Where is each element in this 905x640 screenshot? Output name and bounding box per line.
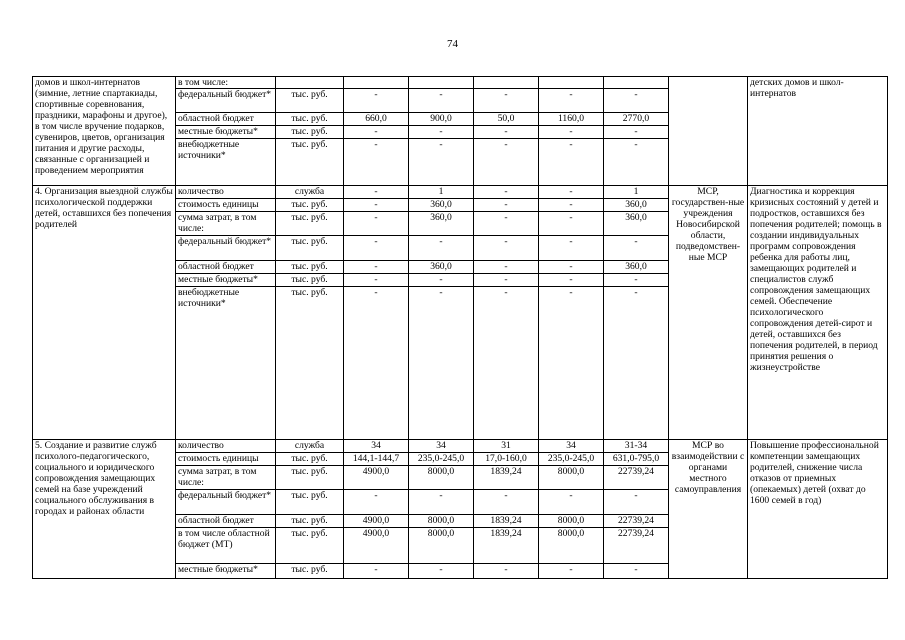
- value-cell: -: [539, 89, 604, 113]
- indicator-cell: сумма затрат, в том числе:: [176, 212, 276, 236]
- value-cell: -: [344, 261, 409, 274]
- value-cell: -: [409, 139, 474, 186]
- value-cell: -: [474, 287, 539, 440]
- indicator-cell: количество: [176, 186, 276, 199]
- indicator-cell: местные бюджеты*: [176, 274, 276, 287]
- total-cell: -: [604, 89, 669, 113]
- unit-cell: служба: [276, 440, 344, 453]
- unit-cell: тыс. руб.: [276, 564, 344, 579]
- indicator-cell: стоимость единицы: [176, 199, 276, 212]
- value-cell: -: [344, 139, 409, 186]
- total-cell: -: [604, 490, 669, 515]
- total-cell: 31-34: [604, 440, 669, 453]
- value-cell: 235,0-245,0: [409, 453, 474, 466]
- total-cell: 2770,0: [604, 113, 669, 126]
- unit-cell: тыс. руб.: [276, 261, 344, 274]
- value-cell: [344, 77, 409, 89]
- indicator-cell: федеральный бюджет*: [176, 236, 276, 261]
- value-cell: -: [474, 139, 539, 186]
- event-name-cell: 5. Создание и развитие служб психолого-педагогического, социального и юридического сопровождения замещающих семей на базе учреждений социального обслуживания в городах и районах области: [33, 440, 176, 579]
- unit-cell: тыс. руб.: [276, 236, 344, 261]
- table-row: [33, 186, 888, 199]
- indicator-cell: федеральный бюджет*: [176, 490, 276, 515]
- value-cell: 8000,0: [539, 466, 604, 490]
- value-cell: 8000,0: [409, 515, 474, 528]
- value-cell: -: [474, 212, 539, 236]
- total-cell: 360,0: [604, 212, 669, 236]
- table-body: [33, 77, 888, 579]
- expected-result-cell: Диагностика и коррекция кризисных состояний у детей и подростков, оставшихся без попечения родителей; помощь в создании индивидуальных программ сопровождения ребенка для работы лиц, замещающих родителей и специалистов служб сопровождения замещающих семей. Обеспечение психологического сопровождения детей-сирот и детей, оставшихся без попечения родителей, в период принятия решения о жизнеустройстве: [748, 186, 888, 440]
- value-cell: -: [539, 564, 604, 579]
- total-cell: -: [604, 139, 669, 186]
- value-cell: 50,0: [474, 113, 539, 126]
- unit-cell: тыс. руб.: [276, 490, 344, 515]
- value-cell: 8000,0: [539, 515, 604, 528]
- page-number: 74: [447, 38, 458, 50]
- value-cell: -: [539, 261, 604, 274]
- value-cell: -: [409, 89, 474, 113]
- indicator-cell: федеральный бюджет*: [176, 89, 276, 113]
- value-cell: -: [539, 126, 604, 139]
- value-cell: 1: [409, 186, 474, 199]
- value-cell: -: [474, 261, 539, 274]
- value-cell: -: [409, 564, 474, 579]
- indicator-cell: в том числе областной бюджет (МТ): [176, 528, 276, 564]
- value-cell: -: [344, 212, 409, 236]
- value-cell: -: [539, 490, 604, 515]
- table-row: [33, 440, 888, 453]
- value-cell: -: [539, 287, 604, 440]
- unit-cell: тыс. руб.: [276, 199, 344, 212]
- value-cell: 8000,0: [409, 528, 474, 564]
- unit-cell: тыс. руб.: [276, 139, 344, 186]
- total-cell: 22739,24: [604, 466, 669, 490]
- value-cell: -: [474, 236, 539, 261]
- value-cell: -: [539, 236, 604, 261]
- value-cell: -: [344, 490, 409, 515]
- unit-cell: тыс. руб.: [276, 453, 344, 466]
- indicator-cell: внебюджетные источники*: [176, 139, 276, 186]
- unit-cell: тыс. руб.: [276, 515, 344, 528]
- executor-cell: [669, 77, 748, 186]
- value-cell: 900,0: [409, 113, 474, 126]
- indicator-cell: местные бюджеты*: [176, 126, 276, 139]
- value-cell: -: [539, 212, 604, 236]
- unit-cell: служба: [276, 186, 344, 199]
- executor-cell: МСР, государствен-ные учреждения Новосибирской области, подведомствен-ные МСР: [669, 186, 748, 440]
- value-cell: -: [344, 564, 409, 579]
- value-cell: -: [474, 199, 539, 212]
- unit-cell: тыс. руб.: [276, 528, 344, 564]
- unit-cell: тыс. руб.: [276, 287, 344, 440]
- total-cell: -: [604, 287, 669, 440]
- unit-cell: тыс. руб.: [276, 274, 344, 287]
- total-cell: 1: [604, 186, 669, 199]
- indicator-cell: в том числе:: [176, 77, 276, 89]
- value-cell: 235,0-245,0: [539, 453, 604, 466]
- value-cell: 1160,0: [539, 113, 604, 126]
- value-cell: -: [474, 490, 539, 515]
- total-cell: [604, 77, 669, 89]
- indicator-cell: внебюджетные источники*: [176, 287, 276, 440]
- indicator-cell: количество: [176, 440, 276, 453]
- value-cell: -: [474, 274, 539, 287]
- value-cell: 4900,0: [344, 528, 409, 564]
- indicator-cell: областной бюджет: [176, 261, 276, 274]
- value-cell: [539, 77, 604, 89]
- value-cell: -: [539, 186, 604, 199]
- unit-cell: тыс. руб.: [276, 212, 344, 236]
- value-cell: -: [539, 199, 604, 212]
- value-cell: -: [409, 490, 474, 515]
- unit-cell: тыс. руб.: [276, 113, 344, 126]
- event-name-cell: 4. Организация выездной службы психологической поддержки детей, оставшихся без попечения родителей: [33, 186, 176, 440]
- value-cell: -: [344, 186, 409, 199]
- value-cell: 1839,24: [474, 515, 539, 528]
- table-row: [33, 77, 888, 89]
- total-cell: 22739,24: [604, 515, 669, 528]
- unit-cell: тыс. руб.: [276, 126, 344, 139]
- value-cell: -: [409, 126, 474, 139]
- value-cell: -: [409, 287, 474, 440]
- unit-cell: [276, 77, 344, 89]
- value-cell: 8000,0: [539, 528, 604, 564]
- indicator-cell: стоимость единицы: [176, 453, 276, 466]
- value-cell: -: [344, 287, 409, 440]
- value-cell: -: [539, 274, 604, 287]
- unit-cell: тыс. руб.: [276, 89, 344, 113]
- value-cell: 4900,0: [344, 466, 409, 490]
- event-name-cell: домов и школ-интернатов (зимние, летние спартакиады, спортивные соревнования, праздники, марафоны и другое), в том числе вручение подарков, сувениров, цветов, организация питания и другие расходы, связанные с организацией и проведением мероприятия: [33, 77, 176, 186]
- value-cell: -: [474, 126, 539, 139]
- total-cell: -: [604, 564, 669, 579]
- total-cell: -: [604, 236, 669, 261]
- value-cell: -: [474, 186, 539, 199]
- value-cell: 34: [344, 440, 409, 453]
- value-cell: -: [409, 274, 474, 287]
- value-cell: 144,1-144,7: [344, 453, 409, 466]
- value-cell: 1839,24: [474, 466, 539, 490]
- value-cell: -: [409, 236, 474, 261]
- total-cell: -: [604, 274, 669, 287]
- value-cell: 8000,0: [409, 466, 474, 490]
- value-cell: 660,0: [344, 113, 409, 126]
- value-cell: 17,0-160,0: [474, 453, 539, 466]
- value-cell: -: [344, 274, 409, 287]
- executor-cell: МСР во взаимодействии с органами местного самоуправления: [669, 440, 748, 579]
- value-cell: -: [344, 89, 409, 113]
- value-cell: 360,0: [409, 261, 474, 274]
- unit-cell: тыс. руб.: [276, 466, 344, 490]
- value-cell: -: [344, 199, 409, 212]
- value-cell: 34: [539, 440, 604, 453]
- indicator-cell: областной бюджет: [176, 113, 276, 126]
- total-cell: 22739,24: [604, 528, 669, 564]
- indicator-cell: областной бюджет: [176, 515, 276, 528]
- indicator-cell: местные бюджеты*: [176, 564, 276, 579]
- indicator-cell: сумма затрат, в том числе:: [176, 466, 276, 490]
- expected-result-cell: Повышение профессиональной компетенции замещающих родителей, снижение числа отказов от приемных (опекаемых) детей (охват до 1600 семей в год): [748, 440, 888, 579]
- expected-result-cell: детских домов и школ-интернатов: [748, 77, 888, 186]
- value-cell: -: [344, 126, 409, 139]
- program-table: [32, 76, 888, 579]
- value-cell: -: [539, 139, 604, 186]
- value-cell: 34: [409, 440, 474, 453]
- value-cell: 4900,0: [344, 515, 409, 528]
- value-cell: -: [474, 89, 539, 113]
- value-cell: [409, 77, 474, 89]
- value-cell: -: [344, 236, 409, 261]
- value-cell: [474, 77, 539, 89]
- total-cell: 360,0: [604, 199, 669, 212]
- value-cell: 360,0: [409, 212, 474, 236]
- total-cell: 631,0-795,0: [604, 453, 669, 466]
- value-cell: -: [474, 564, 539, 579]
- value-cell: 1839,24: [474, 528, 539, 564]
- value-cell: 360,0: [409, 199, 474, 212]
- value-cell: 31: [474, 440, 539, 453]
- total-cell: 360,0: [604, 261, 669, 274]
- total-cell: -: [604, 126, 669, 139]
